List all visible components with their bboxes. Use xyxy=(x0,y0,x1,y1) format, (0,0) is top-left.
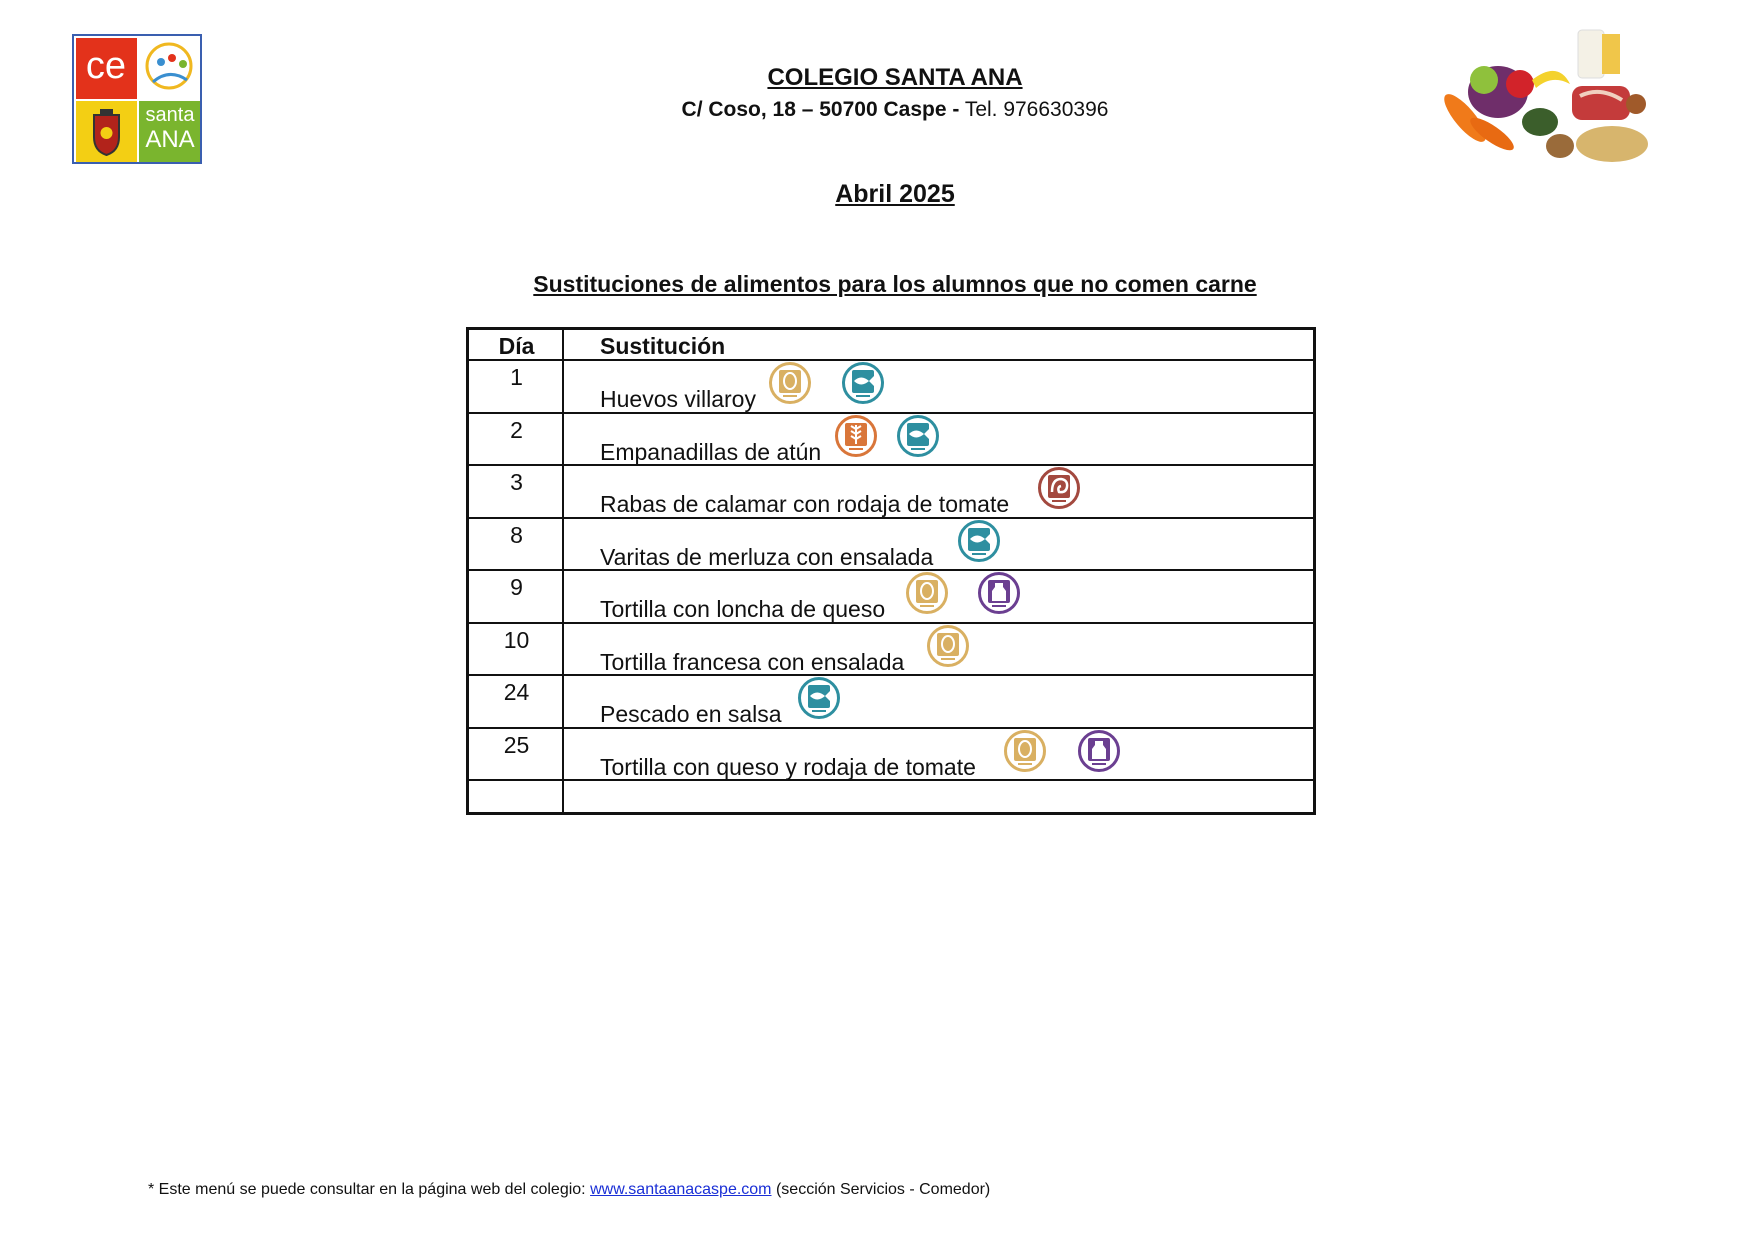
allergen-dairy-icon xyxy=(977,571,1021,615)
header-day: Día xyxy=(498,333,535,359)
row-day: 1 xyxy=(510,364,523,390)
logo-santa-text: santa xyxy=(145,104,195,126)
row-divider xyxy=(469,517,1313,519)
row-substitution: Tortilla con loncha de queso xyxy=(600,596,886,622)
allergen-egg-icon xyxy=(1003,729,1047,773)
website-link[interactable]: www.santaanacaspe.com xyxy=(590,1181,772,1198)
header-substitution: Sustitución xyxy=(600,333,726,359)
menu-month: Abril 2025 xyxy=(835,180,955,208)
allergen-gluten-icon xyxy=(834,414,878,458)
allergen-egg-icon xyxy=(926,624,970,668)
row-divider xyxy=(469,779,1313,781)
allergen-fish-icon xyxy=(797,676,841,720)
row-day: 8 xyxy=(510,521,523,548)
row-day: 2 xyxy=(510,416,523,443)
allergen-egg-icon xyxy=(905,571,949,615)
row-substitution: Tortilla francesa con ensalada xyxy=(600,648,905,675)
row-substitution: Tortilla con queso y rodaja de tomate xyxy=(600,753,976,780)
row-divider xyxy=(469,622,1313,624)
row-substitution: Rabas de calamar con rodaja de tomate xyxy=(600,491,1010,517)
row-day: 24 xyxy=(503,679,530,705)
footer-suffix: (sección Servicios - Comedor) xyxy=(771,1181,991,1198)
logo-ce-text: ce xyxy=(85,45,127,87)
row-substitution: Huevos villaroy xyxy=(600,386,756,412)
allergen-fish-icon xyxy=(896,414,940,458)
school-address xyxy=(0,98,1755,122)
address-text: C/ Coso, 18 – 50700 Caspe - xyxy=(681,98,960,121)
substitutions-table xyxy=(466,327,1316,815)
row-day: 25 xyxy=(503,731,530,758)
row-substitution: Varitas de merluza con ensalada xyxy=(600,543,934,570)
allergen-fish-icon xyxy=(841,361,885,405)
row-substitution: Empanadillas de atún xyxy=(600,438,822,465)
row-divider xyxy=(469,569,1313,571)
row-divider xyxy=(469,674,1313,676)
logo-ana-text: ANA xyxy=(145,126,195,153)
allergen-fish-icon xyxy=(957,519,1001,563)
row-day: 3 xyxy=(510,469,523,495)
row-divider xyxy=(469,359,1313,361)
allergen-egg-icon xyxy=(768,361,812,405)
row-day: 9 xyxy=(510,574,523,600)
allergen-dairy-icon xyxy=(1077,729,1121,773)
row-substitution: Pescado en salsa xyxy=(600,701,782,727)
row-divider xyxy=(469,727,1313,729)
footer-prefix: * Este menú se puede consultar en la página web del colegio: xyxy=(148,1181,591,1198)
school-name: COLEGIO SANTA ANA xyxy=(767,64,1023,91)
allergen-mollusc-icon xyxy=(1037,466,1081,510)
row-divider xyxy=(469,464,1313,466)
row-divider xyxy=(469,412,1313,414)
footer-note xyxy=(148,1181,990,1199)
page-subtitle: Sustituciones de alimentos para los alumnos que no comen carne xyxy=(533,271,1257,297)
phone-text: Tel. 976630396 xyxy=(959,98,1109,121)
row-day: 10 xyxy=(503,626,530,653)
